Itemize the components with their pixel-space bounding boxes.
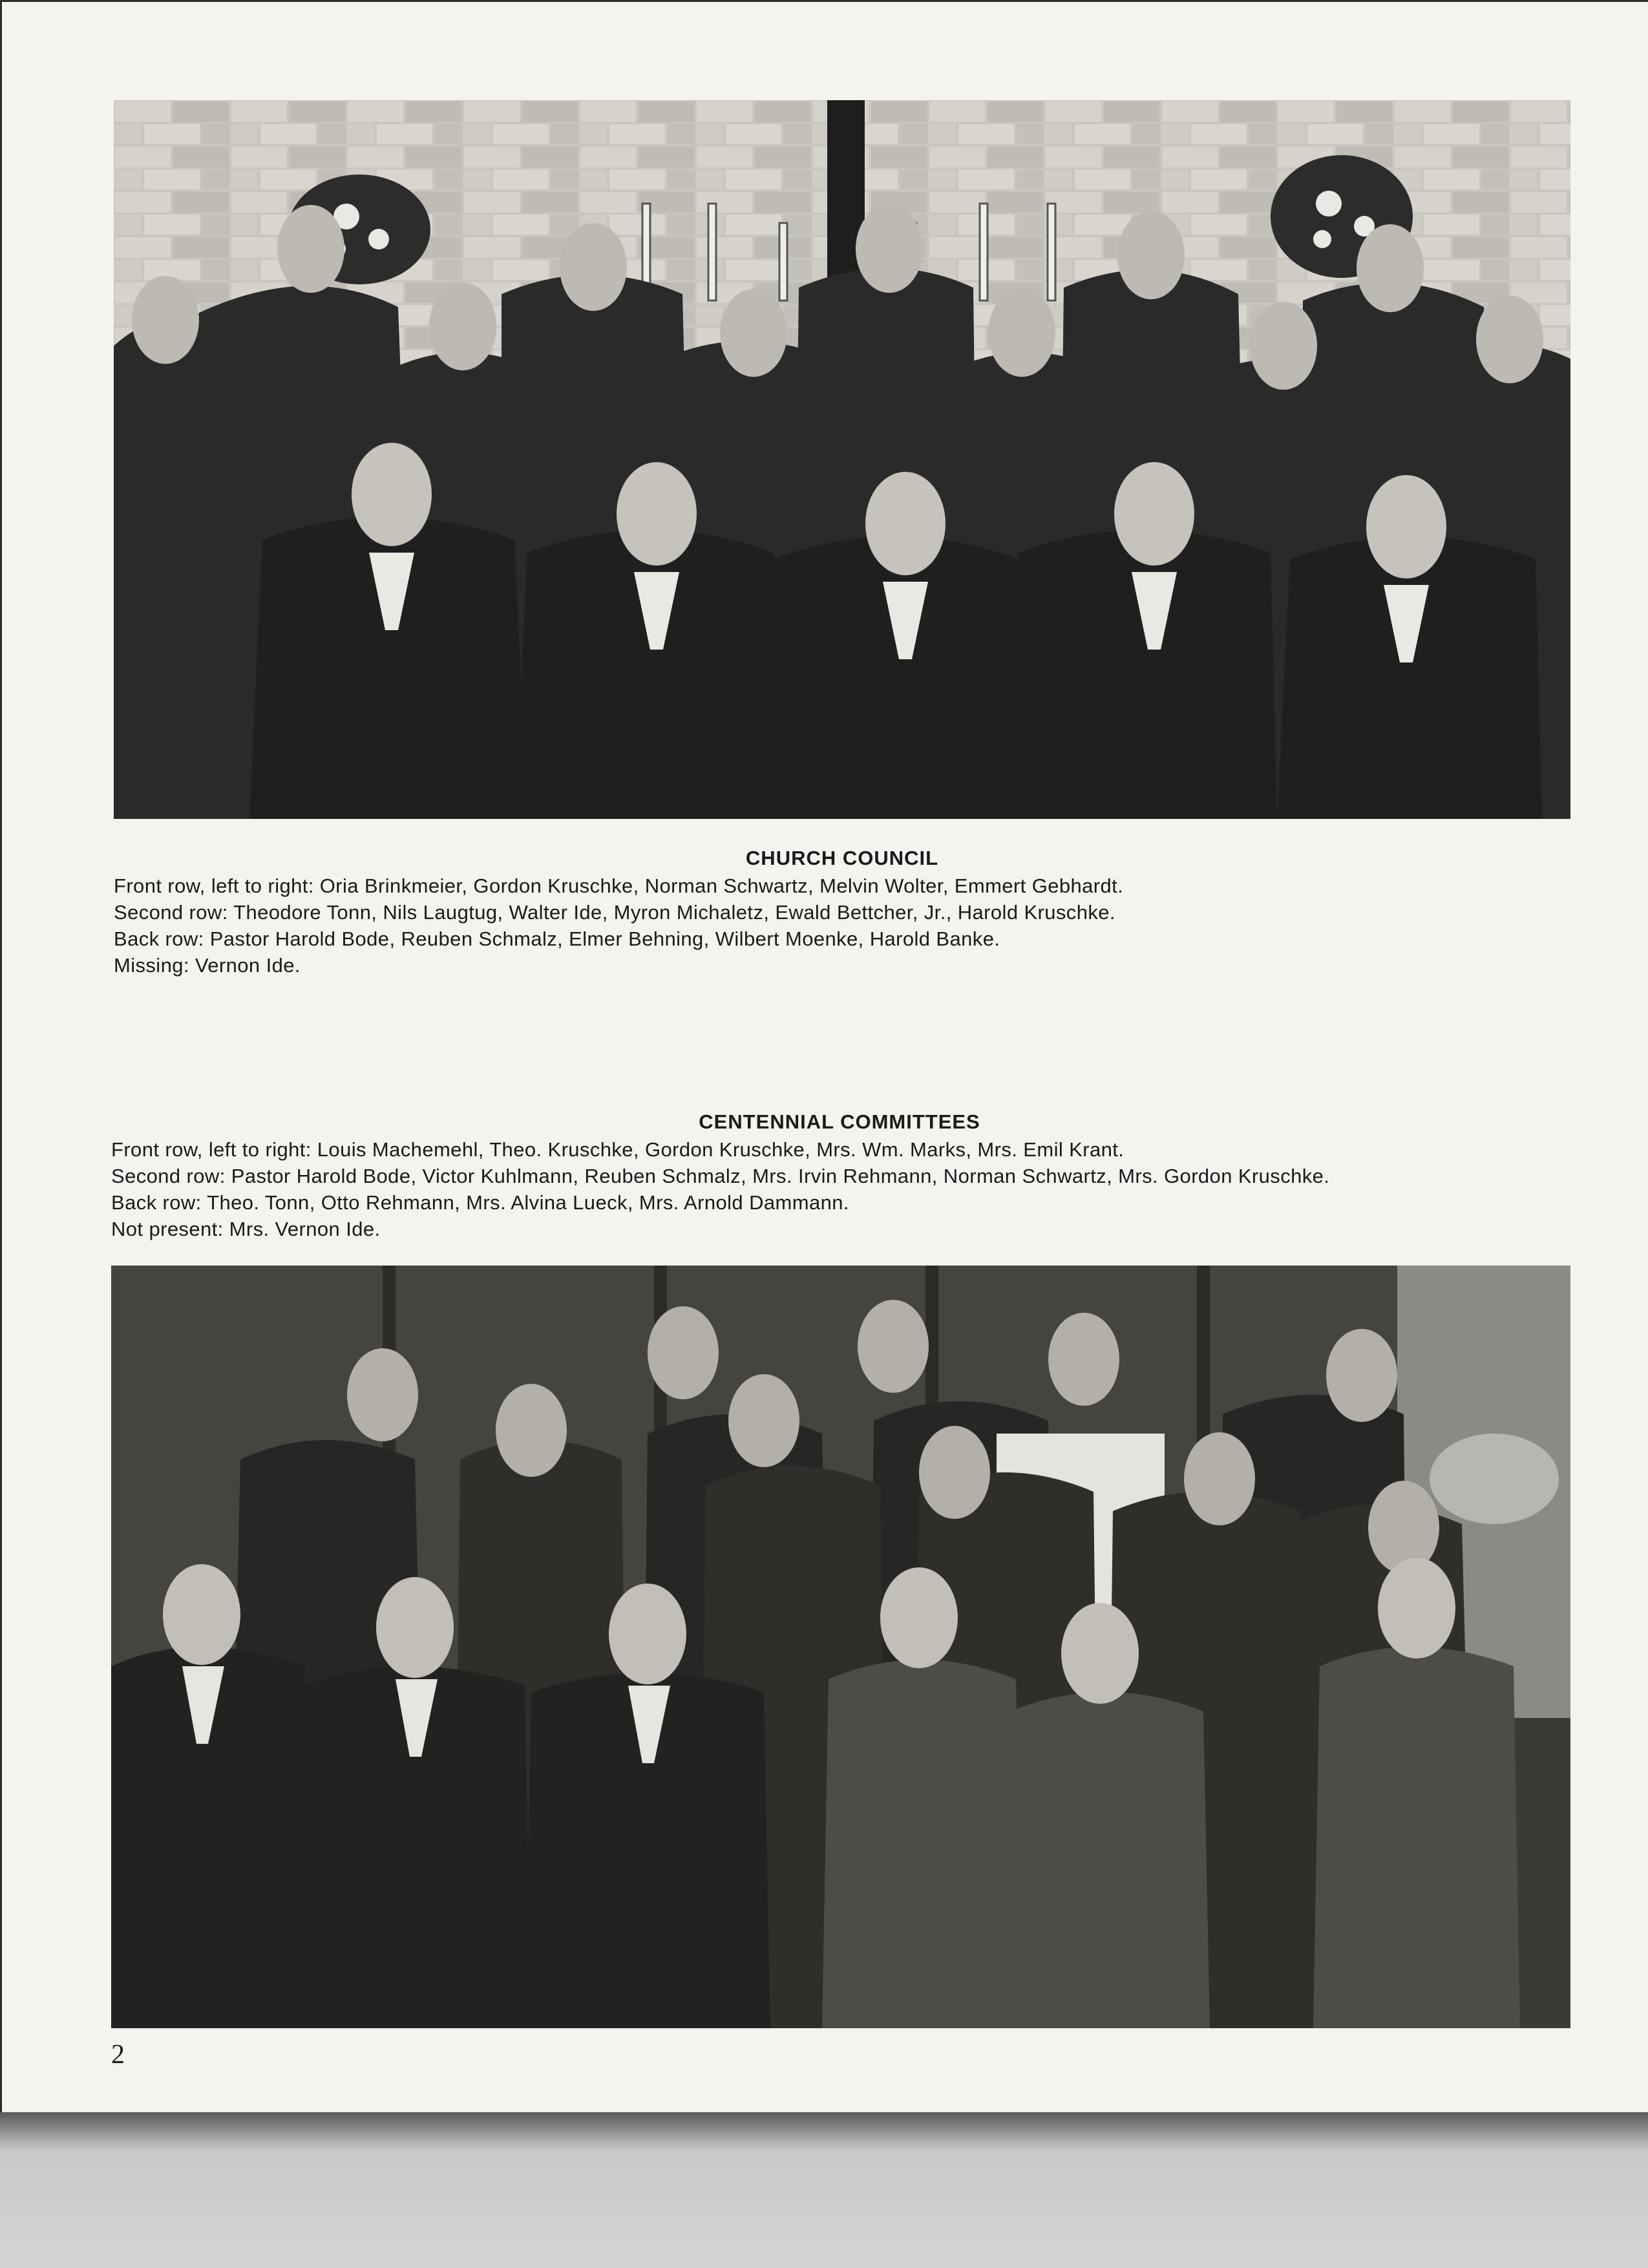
church-council-caption bbox=[114, 845, 1570, 979]
committees-second-row: Second row: Pastor Harold Bode, Victor Kuhlmann, Reuben Schmalz, Mrs. Irvin Rehmann, Norman Schwartz, Mrs. Gordon Kruschke. bbox=[111, 1165, 1330, 1187]
scan-background-strip bbox=[0, 2112, 1648, 2268]
page-number: 2 bbox=[111, 2040, 125, 2070]
centennial-committees-title: CENTENNIAL COMMITTEES bbox=[699, 1110, 980, 1133]
committees-not-present: Not present: Mrs. Vernon Ide. bbox=[111, 1218, 381, 1240]
council-front-row: Front row, left to right: Oria Brinkmeier, Gordon Kruschke, Norman Schwartz, Melvin Wolter, Emmert Gebhardt. bbox=[114, 874, 1124, 897]
centennial-committees-caption bbox=[111, 1108, 1568, 1242]
committees-front-row: Front row, left to right: Louis Machemehl, Theo. Kruschke, Gordon Kruschke, Mrs. Wm. Marks, Mrs. Emil Krant. bbox=[111, 1138, 1125, 1161]
church-council-title: CHURCH COUNCIL bbox=[745, 847, 939, 869]
centennial-committees-photo bbox=[111, 1266, 1570, 2028]
church-council-photo bbox=[114, 100, 1570, 819]
council-back-row: Back row: Pastor Harold Bode, Reuben Schmalz, Elmer Behning, Wilbert Moenke, Harold Banke. bbox=[114, 927, 1000, 950]
council-second-row: Second row: Theodore Tonn, Nils Laugtug, Walter Ide, Myron Michaletz, Ewald Bettcher, Jr., Harold Kruschke. bbox=[114, 901, 1115, 924]
council-missing: Missing: Vernon Ide. bbox=[114, 954, 301, 977]
committees-back-row: Back row: Theo. Tonn, Otto Rehmann, Mrs. Alvina Lueck, Mrs. Arnold Dammann. bbox=[111, 1191, 849, 1214]
